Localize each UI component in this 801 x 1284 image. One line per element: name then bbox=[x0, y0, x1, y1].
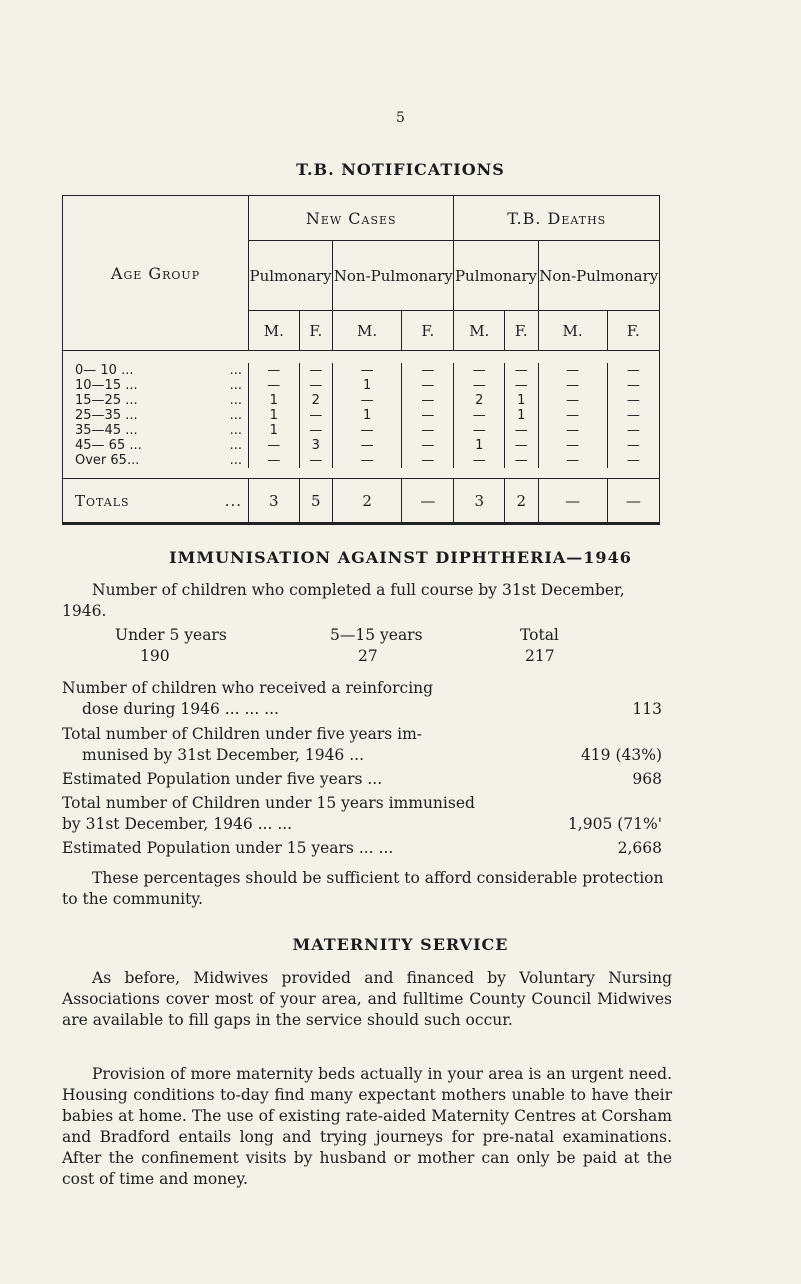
table-cell: — bbox=[402, 423, 454, 438]
total-value: 217 bbox=[525, 647, 555, 665]
table-row bbox=[63, 393, 660, 408]
table-cell: — bbox=[505, 423, 538, 438]
table-cell: — bbox=[607, 363, 659, 378]
col-f: F. bbox=[402, 311, 454, 351]
col-f: F. bbox=[299, 311, 332, 351]
table-row bbox=[63, 378, 660, 393]
table-cell: — bbox=[505, 378, 538, 393]
table-cell: 1 bbox=[249, 393, 300, 408]
total-new-nonpulm-f: — bbox=[402, 479, 454, 524]
maternity-para-2: Provision of more maternity beds actually in your area is an urgent need. Housing conditions to-day find many expectant mothers unable to have their babies at home. The use of existing rate-aided Maternity Centres at Corsham and Bradford entails long and trying journeys for pre-natal examinations. After the confinement visits by husband or mother can only be paid at the cost of time and money. bbox=[62, 1065, 672, 1188]
total-deaths-pulm-f: 2 bbox=[505, 479, 538, 524]
table-cell: — bbox=[505, 363, 538, 378]
under5-value: 190 bbox=[140, 647, 170, 665]
table-cell: — bbox=[538, 453, 607, 468]
tb-notifications-table bbox=[62, 195, 660, 525]
stat-population-under5: Estimated Population under five years ... 968 bbox=[62, 770, 662, 788]
row-label: 10—15 ... ... bbox=[63, 378, 249, 393]
table-cell: — bbox=[249, 438, 300, 453]
table-cell: 1 bbox=[505, 393, 538, 408]
table-cell: — bbox=[538, 393, 607, 408]
table-cell: 1 bbox=[505, 408, 538, 423]
age-group-header: Age Group bbox=[63, 196, 249, 351]
col-m: M. bbox=[333, 311, 402, 351]
table-cell: — bbox=[538, 438, 607, 453]
table-cell: — bbox=[607, 378, 659, 393]
table-row bbox=[63, 408, 660, 423]
table-cell: — bbox=[505, 438, 538, 453]
under5-label: Under 5 years bbox=[115, 626, 227, 644]
table-cell: — bbox=[402, 378, 454, 393]
table-cell: 1 bbox=[454, 438, 505, 453]
col-m: M. bbox=[249, 311, 300, 351]
table-cell: 1 bbox=[333, 408, 402, 423]
table-cell: — bbox=[454, 453, 505, 468]
table-cell: — bbox=[538, 378, 607, 393]
table-row bbox=[63, 423, 660, 438]
table-cell: — bbox=[538, 408, 607, 423]
table-cell: — bbox=[299, 363, 332, 378]
new-cases-header: New Cases bbox=[249, 196, 454, 241]
total-label: Total bbox=[520, 626, 559, 644]
col-f: F. bbox=[607, 311, 659, 351]
table-cell: — bbox=[538, 423, 607, 438]
stat-population-under15: Estimated Population under 15 years ... ... 2,668 bbox=[62, 839, 662, 857]
table-cell: — bbox=[299, 453, 332, 468]
table-cell: — bbox=[607, 423, 659, 438]
table-cell: — bbox=[454, 378, 505, 393]
table-cell: — bbox=[454, 408, 505, 423]
table-cell: — bbox=[333, 423, 402, 438]
col-f: F. bbox=[505, 311, 538, 351]
deaths-pulmonary-header: Pulmonary bbox=[454, 241, 538, 311]
table-cell: — bbox=[299, 408, 332, 423]
total-new-nonpulm-m: 2 bbox=[333, 479, 402, 524]
table-cell: — bbox=[249, 453, 300, 468]
table-cell: 3 bbox=[299, 438, 332, 453]
table-cell: — bbox=[299, 423, 332, 438]
table-cell: — bbox=[538, 363, 607, 378]
row-label: 45— 65 ... ... bbox=[63, 438, 249, 453]
stat-under5-immunised: Total number of Children under five years im- munised by 31st December, 1946 ... 419 (43%) bbox=[62, 725, 662, 764]
table-cell: — bbox=[505, 453, 538, 468]
maternity-para-1: As before, Midwives provided and financed by Voluntary Nursing Associations cover most of your area, and fulltime County Council Midwives are available to fill gaps in the service should such occur. bbox=[62, 969, 672, 1029]
table-cell: — bbox=[333, 453, 402, 468]
stat-reinforcing: Number of children who received a reinforcing dose during 1946 ... ... ... 113 bbox=[62, 679, 662, 718]
table-cell: — bbox=[402, 438, 454, 453]
table-cell: — bbox=[607, 438, 659, 453]
table-cell: — bbox=[333, 438, 402, 453]
table-cell: — bbox=[249, 363, 300, 378]
table-cell: 2 bbox=[454, 393, 505, 408]
table-cell: — bbox=[607, 453, 659, 468]
table-cell: 1 bbox=[249, 423, 300, 438]
total-new-pulm-f: 5 bbox=[299, 479, 332, 524]
totals-label: Totals ... bbox=[63, 479, 249, 524]
table-row bbox=[63, 453, 660, 468]
row-label: 15—25 ... ... bbox=[63, 393, 249, 408]
row-label: 35—45 ... ... bbox=[63, 423, 249, 438]
total-new-pulm-m: 3 bbox=[249, 479, 300, 524]
table-cell: — bbox=[402, 363, 454, 378]
table-row bbox=[63, 438, 660, 453]
deaths-non-pulmonary-header: Non-Pulmonary bbox=[538, 241, 659, 311]
total-deaths-nonpulm-m: — bbox=[538, 479, 607, 524]
immunisation-closing: These percentages should be sufficient to afford considerable protection to the community. bbox=[62, 869, 664, 908]
table-cell: — bbox=[333, 393, 402, 408]
row-label: 0— 10 ... ... bbox=[63, 363, 249, 378]
page-number: 5 bbox=[396, 110, 405, 126]
maternity-title: MATERNITY SERVICE bbox=[292, 935, 509, 954]
table-cell: — bbox=[607, 393, 659, 408]
row-label: 25—35 ... ... bbox=[63, 408, 249, 423]
col-m: M. bbox=[538, 311, 607, 351]
stat-under15-immunised: Total number of Children under 15 years immunised by 31st December, 1946 ... ... 1,905 (71%' bbox=[62, 794, 662, 833]
table-cell: — bbox=[607, 408, 659, 423]
table-cell: — bbox=[402, 453, 454, 468]
table-row bbox=[63, 363, 660, 378]
table-cell: — bbox=[299, 378, 332, 393]
total-deaths-nonpulm-f: — bbox=[607, 479, 659, 524]
tb-notifications-title: T.B. NOTIFICATIONS bbox=[296, 160, 505, 179]
immunisation-intro: Number of children who completed a full course by 31st December, 1946. bbox=[62, 581, 625, 620]
5to15-label: 5—15 years bbox=[330, 626, 423, 644]
table-cell: — bbox=[402, 408, 454, 423]
table-cell: 1 bbox=[333, 378, 402, 393]
total-deaths-pulm-m: 3 bbox=[454, 479, 505, 524]
5to15-value: 27 bbox=[358, 647, 378, 665]
immunisation-title: IMMUNISATION AGAINST DIPHTHERIA—1946 bbox=[169, 548, 632, 567]
tb-deaths-header: T.B. Deaths bbox=[454, 196, 660, 241]
new-pulmonary-header: Pulmonary bbox=[249, 241, 333, 311]
table-cell: — bbox=[402, 393, 454, 408]
new-non-pulmonary-header: Non-Pulmonary bbox=[333, 241, 454, 311]
col-m: M. bbox=[454, 311, 505, 351]
table-cell: — bbox=[249, 378, 300, 393]
table-cell: 2 bbox=[299, 393, 332, 408]
table-cell: — bbox=[454, 423, 505, 438]
table-cell: — bbox=[454, 363, 505, 378]
table-cell: 1 bbox=[249, 408, 300, 423]
table-cell: — bbox=[333, 363, 402, 378]
row-label: Over 65... ... bbox=[63, 453, 249, 468]
